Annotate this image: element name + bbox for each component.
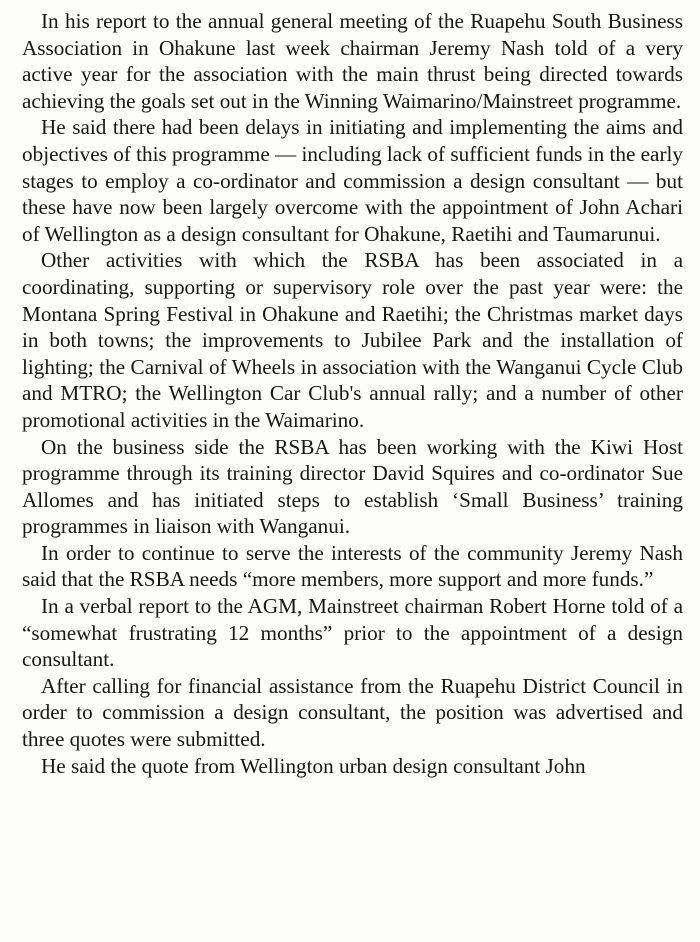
paragraph-1: In his report to the annual general meeting of the Ruapehu South Business Association in Ohakune last week chairman Jeremy Nash told of a very active year for the association with the main thrust being directed towards achieving the goals set out in the Winning Waimarino/Mainstreet programme. xyxy=(22,9,683,113)
paragraph-8: He said the quote from Wellington urban design consultant John xyxy=(41,753,586,778)
paragraph-6: In a verbal report to the AGM, Mainstreet chairman Robert Horne told of a “somewhat frustrating 12 months” prior to the appointment of a design consultant. xyxy=(22,594,683,672)
paragraph-2: He said there had been delays in initiating and implementing the aims and objectives of this programme — including lack of sufficient funds in the early stages to employ a co-ordinator and commission a design consultant — but these have now been largely overcome with the appointment of John Achari of Wellington as a design consultant for Ohakune, Raetihi and Taumarunui. xyxy=(22,115,683,246)
paragraph-5: In order to continue to serve the interests of the community Jeremy Nash said that the RSBA needs “more members, more support and more funds.” xyxy=(22,540,683,592)
paragraph-7: After calling for financial assistance from the Ruapehu District Council in order to commission a design consultant, the position was advertised and three quotes were submitted. xyxy=(22,673,683,752)
article-column xyxy=(22,8,683,779)
paragraph-3: Other activities with which the RSBA has been associated in a coordinating, supporting or supervisory role over the past year were: the Montana Spring Festival in Ohakune and Raetihi; the Christmas market days in both towns; the improvements to Jubilee Park and the installation of lighting; the Carnival of Wheels in association with the Wanganui Cycle Club and MTRO; the Wellington Car Club's annual rally; and a number of other promotional activities in the Waimarino. xyxy=(22,248,683,432)
paragraph-4: On the business side the RSBA has been working with the Kiwi Host programme through its training director David Squires and co-ordinator Sue Allomes and has initiated steps to establish ‘Small Business’ training programmes in liaison with Wanganui. xyxy=(22,434,683,539)
